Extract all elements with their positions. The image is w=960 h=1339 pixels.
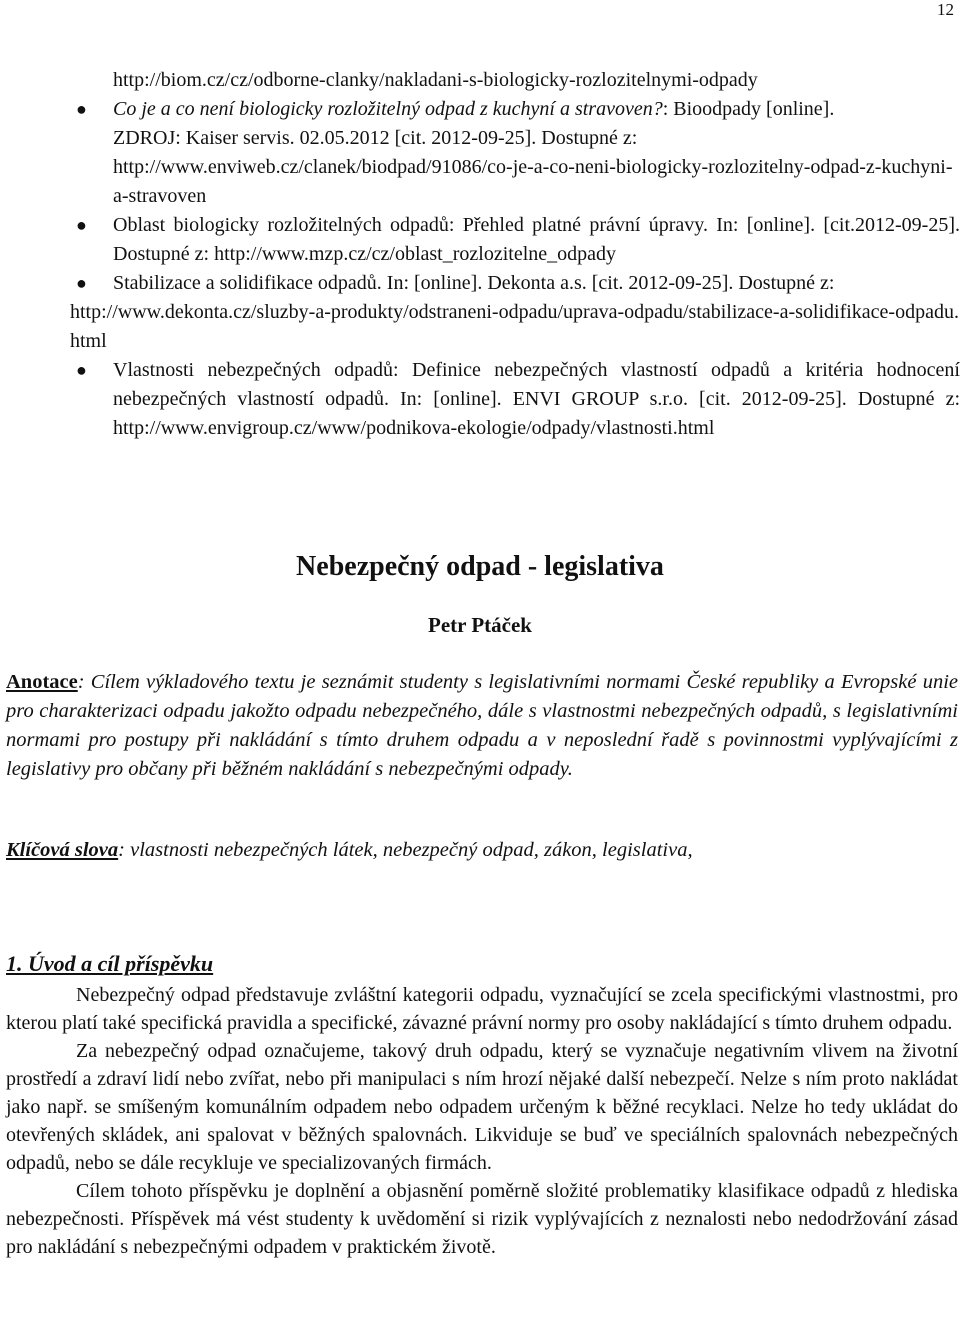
reference-source: ZDROJ: Kaiser servis. 02.05.2012 [cit. 2012-09-25]. Dostupné z: [113,127,638,149]
paragraph: Za nebezpečný odpad označujeme, takový druh odpadu, který se vyznačuje negativním vlivem na životní prostředí a zdraví lidí nebo zvířat, nebo při manipulaci s ním hrozí nějaké další nebezpečí. Nelze s ním proto nakládat jako např. se smíšeným komunálním odpadem nebo odpadem určeným k běžné recyklaci. Nelze ho tedy ukládat do otevřených skládek, ani spalovat v běžných spalovnách. Likviduje se buď ve speciálních spalovnách nebezpečných odpadů, nebo se dále recykluje ve specializovaných firmách. [6,1040,958,1174]
paragraph: Nebezpečný odpad představuje zvláštní kategorii odpadu, vyznačující se zcela specifickými vlastnostmi, pro kterou platí také specifická pravidla a specifické, závazné právní normy pro osoby nakládající s tímto druhem odpadu. [6,984,958,1034]
reference-text: Oblast biologicky rozložitelných odpadů: Přehled platné právní úpravy. In: [online]. [cit.2012-09-25]. Dostupné z: http://www.mzp.cz/cz/oblast_rozlozitelne_odpady [113,214,960,265]
bullet-icon: ● [76,215,87,235]
paragraph: Cílem tohoto příspěvku je doplnění a objasnění poměrně složité problematiky klasifikace odpadů z hlediska nebezpečnosti. Příspěvek má vést studenty k uvědomění si rizik vyplývajících z neznalosti nebo nedodržování zásad pro nakládání s nebezpečnými odpadem v praktickém životě. [6,1180,958,1258]
section-heading: 1. Úvod a cíl příspěvku [6,951,214,976]
bullet-icon: ● [76,273,87,293]
reference-item [70,356,960,443]
reference-item [70,66,960,95]
bullet-icon: ● [76,360,87,380]
annotation-text: : Cílem výkladového textu je seznámit studenty s legislativními normami České republiky a Evropské unie pro charakterizaci odpadu jakožto odpadu nebezpečného, dále s vlastnostmi nebezpečných odpadů, s legislativními normami pro postupy při nakládání s tímto druhem odpadu a v neposlední řadě s povinnostmi vyplývajícími z legislativy pro občany při běžném nakládání s nebezpečnými odpady. [6,671,958,780]
reference-list [70,66,960,443]
reference-url[interactable]: http://www.dekonta.cz/sluzby-a-produkty/odstraneni-odpadu/uprava-odpadu/stabilizace-a-solidifikace-odpadu.html [70,301,959,352]
body-text [6,981,958,1261]
keywords-label: Klíčová slova [6,839,119,861]
reference-text: Stabilizace a solidifikace odpadů. In: [online]. Dekonta a.s. [cit. 2012-09-25]. Dostupné z: [113,272,835,294]
author-name: Petr Ptáček [428,613,532,637]
page-number: 12 [937,0,954,19]
reference-url[interactable]: http://www.enviweb.cz/clanek/biodpad/91086/co-je-a-co-neni-biologicky-rozlozitelny-odpad-z-kuchyni-a-stravoven [113,156,953,207]
keywords [6,836,958,865]
reference-item [70,95,960,211]
annotation [6,668,958,784]
reference-text: Vlastnosti nebezpečných odpadů: Definice nebezpečných vlastností odpadů a kritéria hodnocení nebezpečných vlastností odpadů. In: [online]. ENVI GROUP s.r.o. [cit. 2012-09-25]. Dostupné z: http://www.envigroup.cz/www/podnikova-ekologie/odpady/vlastnosti.html [113,359,960,439]
keywords-text: : vlastnosti nebezpečných látek, nebezpečný odpad, zákon, legislativa, [118,839,693,861]
reference-item [70,269,960,356]
reference-text: http://biom.cz/cz/odborne-clanky/nakladani-s-biologicky-rozlozitelnymi-odpady [113,69,758,91]
annotation-label: Anotace [6,671,78,693]
reference-text: : Bioodpady [online]. [662,98,835,120]
reference-item [70,211,960,269]
reference-title: Co je a co není biologicky rozložitelný odpad z kuchyní a stravoven? [113,98,663,120]
article-title: Nebezpečný odpad - legislativa [296,551,664,582]
bullet-icon: ● [76,99,87,119]
